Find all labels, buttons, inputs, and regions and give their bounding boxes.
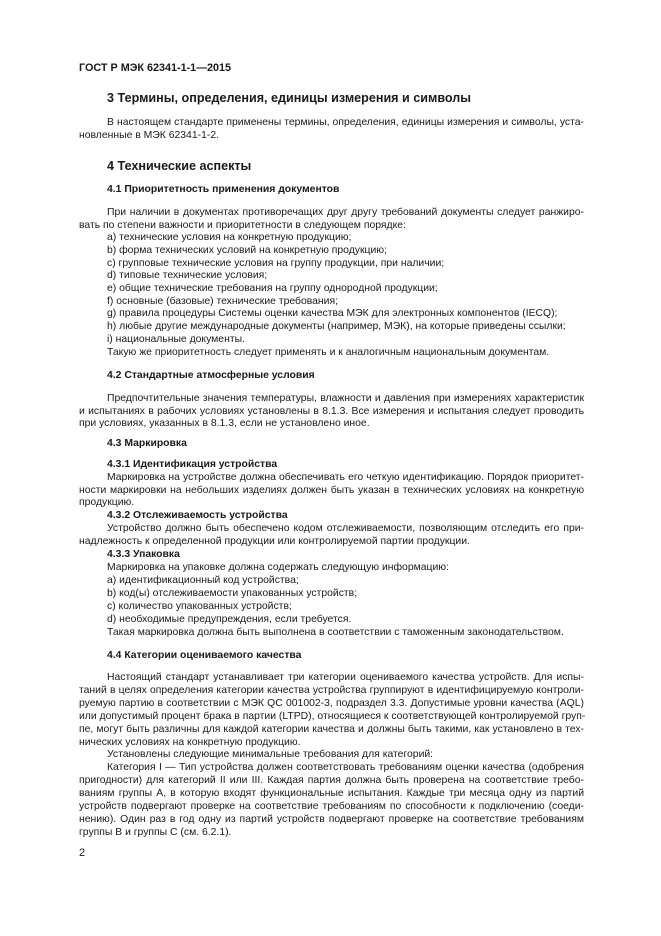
list-item: b) код(ы) отслеживаемости упакованных устройств; [107,588,358,599]
section-4-3-3-heading: 4.3.3 Упаковка [107,549,180,560]
list-item: c) групповые технические условия на группу продукции, при наличии; [107,258,445,269]
list-item: b) форма технических условий на конкретную продукцию; [107,245,387,256]
section-3-heading: 3 Термины, определения, единицы измерения и символы [107,91,472,105]
section-4-1-heading: 4.1 Приоритетность применения документов [107,184,340,195]
section-4-heading: 4 Технические аспекты [107,159,252,173]
paragraph-line: пригодности) для категорий II или III. Каждая партия должна быть проверена на соответствие требо- [79,775,584,786]
section-4-3-heading: 4.3 Маркировка [107,438,187,449]
paragraph-line: вать по степени важности и приоритетности в следующем порядке: [79,220,406,231]
paragraph-line: Такую же приоритетность следует применять и к аналогичным национальным документам. [107,347,550,358]
paragraph-line: устройств подвергают проверке на соответствие требованиям по способности к подключению (соеди- [79,801,584,812]
list-item: d) типовые технические условия; [107,270,268,281]
list-item: c) количество упакованных устройств; [107,601,292,612]
paragraph-line: нению). Один раз в год одну из партий устройств подвергают проверке на соответствие требованиям [79,814,584,825]
paragraph-line: При наличии в документах противоречащих друг другу требований документы следует ранжиро- [107,207,584,218]
section-4-4-heading: 4.4 Категории оцениваемого качества [107,650,302,661]
page-number: 2 [79,847,86,859]
list-item: g) правила процедуры Системы оценки качества МЭК для электронных компонентов (IECQ); [107,308,558,319]
paragraph-line: таний в целях определения категории качества устройства группируют в идентифицируемую контроли- [79,685,584,696]
section-4-2-heading: 4.2 Стандартные атмосферные условия [107,370,315,381]
list-item: i) национальные документы. [107,334,245,345]
paragraph-line: Маркировка на устройстве должна обеспечивать его четкую идентификацию. Порядок приоритет- [107,472,584,483]
paragraph-line: ваниям группы A, в которую входят функциональные испытания. Каждые три месяца одну из партий [79,788,584,799]
paragraph-line: продукцию. [79,497,135,508]
paragraph-line: или допустимый процент брака в партии (LTPD), относящиеся к соответствующей контролируемой груп- [79,711,586,722]
paragraph-line: группы B и группы C (см. 6.2.1). [79,827,232,838]
section-4-3-2-heading: 4.3.2 Отслеживаемость устройства [107,510,288,521]
document-header: ГОСТ Р МЭК 62341-1-1—2015 [79,62,232,74]
section-4-3-1-heading: 4.3.1 Идентификация устройства [107,459,278,470]
paragraph-line: нических условиях на конкретную продукцию. [79,737,301,748]
list-item: a) идентификационный код устройства; [107,575,299,586]
list-item: d) необходимые предупреждения, если требуется. [107,614,352,625]
paragraph-line: Настоящий стандарт устанавливает три категории оцениваемого качества устройств. Для испы- [107,672,584,683]
paragraph-line: Установлены следующие минимальные требования для категорий: [107,749,434,760]
paragraph-line: Предпочтительные значения температуры, влажности и давления при измерениях характеристик [107,393,584,404]
paragraph-line: руемую партию в соответствии с МЭК QC 001002-3, подраздел 3.3. Допустимые уровни качества (AQL) [79,698,584,709]
paragraph-line: ности маркировки на небольших изделиях должен быть указан в технических условиях на конкретную [79,485,584,496]
paragraph-line: надлежность к определенной продукции или контролируемой партии продукции. [79,536,470,547]
paragraph-line: пе, могут быть различны для каждой категории качества и должны быть такими, как установлено в тех- [79,724,584,735]
list-item: f) основные (базовые) технические требования; [107,296,338,307]
list-item: a) технические условия на конкретную продукцию; [107,232,352,243]
paragraph-line: новленные в МЭК 62341-1-2. [79,130,219,141]
paragraph-line: В настоящем стандарте применены термины, определения, единицы измерения и символы, уста- [107,117,584,128]
paragraph-line: Категория I — Тип устройства должен соответствовать требованиям оценки качества (одобрения [107,762,584,773]
paragraph-line: Маркировка на упаковке должна содержать следующую информацию: [107,562,449,573]
paragraph-line: и испытаниях в рабочих условиях установлены в 8.1.3. Все измерения и испытания следует проводить [79,406,584,417]
paragraph-line: при условиях, указанных в 8.1.3, если не установлено иное. [79,418,370,429]
list-item: h) любые другие международные документы (например, МЭК), на которые приведены ссылки; [107,321,566,332]
paragraph-line: Устройство должно быть обеспечено кодом отслеживаемости, позволяющим отследить его при- [107,523,584,534]
paragraph-line: Такая маркировка должна быть выполнена в соответствии с таможенным законодательством. [107,627,564,638]
list-item: e) общие технические требования на группу однородной продукции; [107,283,438,294]
